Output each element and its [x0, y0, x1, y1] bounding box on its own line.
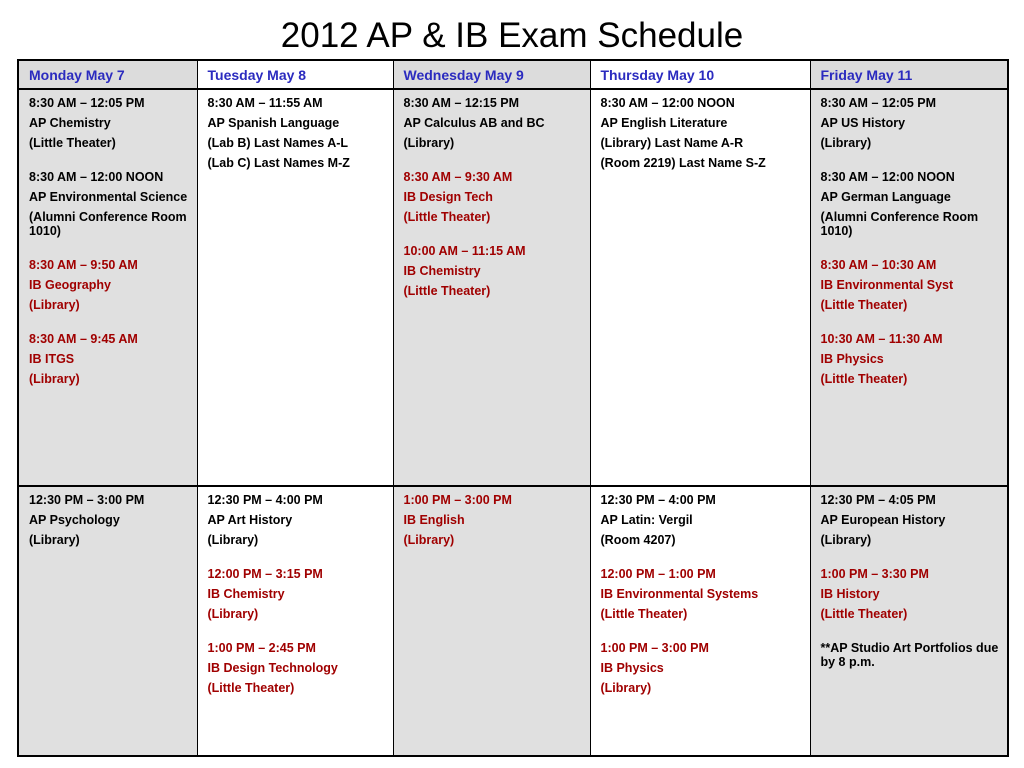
- exam-location: (Alumni Conference Room 1010): [820, 210, 979, 238]
- exam-location: (Little Theater): [820, 298, 908, 312]
- cell-wednesday-morning: [393, 89, 590, 486]
- exam-entry: [208, 96, 387, 170]
- exam-subject: AP German Language: [820, 190, 951, 204]
- page-title: 2012 AP & IB Exam Schedule: [280, 16, 744, 55]
- exam-location: (Library): [207, 606, 259, 621]
- exam-time: 12:00 PM – 1:00 PM: [600, 566, 716, 581]
- exam-entry: [404, 244, 584, 298]
- exam-time: 8:30 AM – 9:45 AM: [29, 332, 138, 346]
- cell-thursday-afternoon: [590, 486, 810, 756]
- exam-schedule-table: [17, 59, 1009, 757]
- exam-subject: AP Environmental Science: [29, 190, 188, 204]
- exam-subject: IB Physics: [820, 352, 884, 366]
- cell-tuesday-afternoon: [197, 486, 393, 756]
- exam-time: 10:00 AM – 11:15 AM: [403, 244, 526, 258]
- exam-subject: IB Design Tech: [403, 190, 493, 204]
- exam-location: (Room 4207): [600, 532, 676, 547]
- exam-time: 1:00 PM – 3:30 PM: [820, 566, 929, 581]
- exam-location: (Little Theater): [29, 136, 116, 150]
- exam-time: 12:30 PM – 4:00 PM: [600, 492, 716, 507]
- exam-subject: AP Art History: [207, 512, 293, 527]
- exam-entry: [29, 332, 191, 386]
- exam-time: 8:30 AM – 12:00 NOON: [29, 170, 164, 184]
- exam-subject: AP Latin: Vergil: [600, 512, 693, 527]
- exam-entry: [29, 170, 191, 238]
- exam-entry: [601, 567, 804, 621]
- exam-location: (Alumni Conference Room 1010): [29, 210, 187, 238]
- exam-entry: [404, 170, 584, 224]
- exam-subject: IB Environmental Syst: [820, 278, 954, 292]
- exam-location: (Library): [820, 136, 872, 150]
- exam-subject: AP US History: [820, 116, 906, 130]
- afternoon-row: [18, 486, 1008, 756]
- header-tuesday: Tuesday May 8: [197, 60, 393, 89]
- cell-friday-morning: [810, 89, 1008, 486]
- cell-monday-morning: [18, 89, 197, 486]
- cell-monday-afternoon: [18, 486, 197, 756]
- exam-entry: [821, 258, 1002, 312]
- exam-location: (Library): [820, 532, 872, 547]
- exam-time: 12:30 PM – 4:05 PM: [820, 492, 936, 507]
- exam-location: (Little Theater): [403, 284, 491, 298]
- exam-time: 8:30 AM – 12:05 PM: [29, 96, 145, 110]
- exam-time: 8:30 AM – 12:00 NOON: [600, 96, 735, 110]
- exam-location: (Little Theater): [403, 210, 491, 224]
- exam-entry: [29, 258, 191, 312]
- exam-time: 8:30 AM – 12:15 PM: [403, 96, 520, 110]
- exam-location: (Library): [403, 136, 455, 150]
- exam-time: 8:30 AM – 12:00 NOON: [820, 170, 955, 184]
- exam-subject: AP Psychology: [29, 512, 120, 527]
- cell-friday-afternoon: [810, 486, 1008, 756]
- cell-wednesday-afternoon: [393, 486, 590, 756]
- exam-subject: AP European History: [820, 512, 946, 527]
- header-row: [18, 60, 1008, 89]
- exam-subject: IB Chemistry: [207, 586, 285, 601]
- exam-subject: IB English: [403, 512, 465, 527]
- exam-entry: [208, 641, 387, 695]
- exam-location: (Library): [207, 532, 259, 547]
- exam-entry: [821, 96, 1002, 150]
- exam-subject: IB Geography: [29, 278, 111, 292]
- exam-location: (Little Theater): [820, 606, 908, 621]
- exam-location: (Library): [403, 532, 455, 547]
- exam-entry: [821, 567, 1002, 621]
- exam-time: 8:30 AM – 9:50 AM: [29, 258, 138, 272]
- header-wednesday: Wednesday May 9: [393, 60, 590, 89]
- exam-subject: AP English Literature: [600, 116, 728, 130]
- exam-location: (Little Theater): [820, 372, 908, 386]
- header-friday: Friday May 11: [810, 60, 1008, 89]
- exam-subject: AP Spanish Language: [207, 116, 340, 130]
- exam-subject: IB Environmental Systems: [600, 586, 759, 601]
- exam-time: 1:00 PM – 3:00 PM: [403, 492, 512, 507]
- exam-entry: [601, 96, 804, 170]
- exam-subject: AP Chemistry: [29, 116, 111, 130]
- exam-time: 8:30 AM – 11:55 AM: [207, 96, 323, 110]
- exam-entry: [821, 493, 1002, 547]
- header-monday: Monday May 7: [18, 60, 197, 89]
- exam-subject: IB Chemistry: [403, 264, 481, 278]
- exam-location: (Library): [29, 298, 80, 312]
- exam-time: 1:00 PM – 2:45 PM: [207, 640, 316, 655]
- exam-time: 12:30 PM – 4:00 PM: [207, 492, 323, 507]
- exam-time: 12:00 PM – 3:15 PM: [207, 566, 323, 581]
- exam-location: (Little Theater): [600, 606, 688, 621]
- exam-entry: [601, 493, 804, 547]
- cell-thursday-morning: [590, 89, 810, 486]
- cell-tuesday-morning: [197, 89, 393, 486]
- exam-location: (Library): [29, 532, 80, 547]
- exam-entry: [821, 170, 1002, 238]
- exam-time: 8:30 AM – 9:30 AM: [403, 170, 513, 184]
- exam-entry: [821, 332, 1002, 386]
- exam-time: 1:00 PM – 3:00 PM: [600, 640, 709, 655]
- exam-location: (Library): [600, 680, 652, 695]
- exam-entry: [821, 641, 1002, 669]
- exam-location: (Room 2219) Last Name S-Z: [600, 156, 766, 170]
- exam-entry: [29, 493, 191, 547]
- exam-entry: [208, 567, 387, 621]
- exam-time: 8:30 AM – 12:05 PM: [820, 96, 937, 110]
- exam-subject: IB Physics: [600, 660, 664, 675]
- exam-location: (Library) Last Name A-R: [600, 136, 744, 150]
- exam-entry: [404, 96, 584, 150]
- exam-entry: [404, 493, 584, 547]
- exam-time: **AP Studio Art Portfolios due by 8 p.m.: [820, 640, 999, 669]
- exam-subject: IB ITGS: [29, 352, 75, 366]
- exam-location: (Lab B) Last Names A-L: [207, 136, 349, 150]
- exam-location: (Library): [29, 372, 80, 386]
- exam-subject: AP Calculus AB and BC: [403, 116, 545, 130]
- morning-row: [18, 89, 1008, 486]
- exam-location: (Lab C) Last Names M-Z: [207, 156, 350, 170]
- exam-location: (Little Theater): [207, 680, 295, 695]
- exam-time: 8:30 AM – 10:30 AM: [820, 258, 937, 272]
- exam-entry: [208, 493, 387, 547]
- exam-entry: [29, 96, 191, 150]
- exam-time: 12:30 PM – 3:00 PM: [29, 492, 145, 507]
- header-thursday: Thursday May 10: [590, 60, 810, 89]
- exam-subject: IB Design Technology: [207, 660, 338, 675]
- exam-time: 10:30 AM – 11:30 AM: [820, 332, 943, 346]
- exam-subject: IB History: [820, 586, 880, 601]
- exam-entry: [601, 641, 804, 695]
